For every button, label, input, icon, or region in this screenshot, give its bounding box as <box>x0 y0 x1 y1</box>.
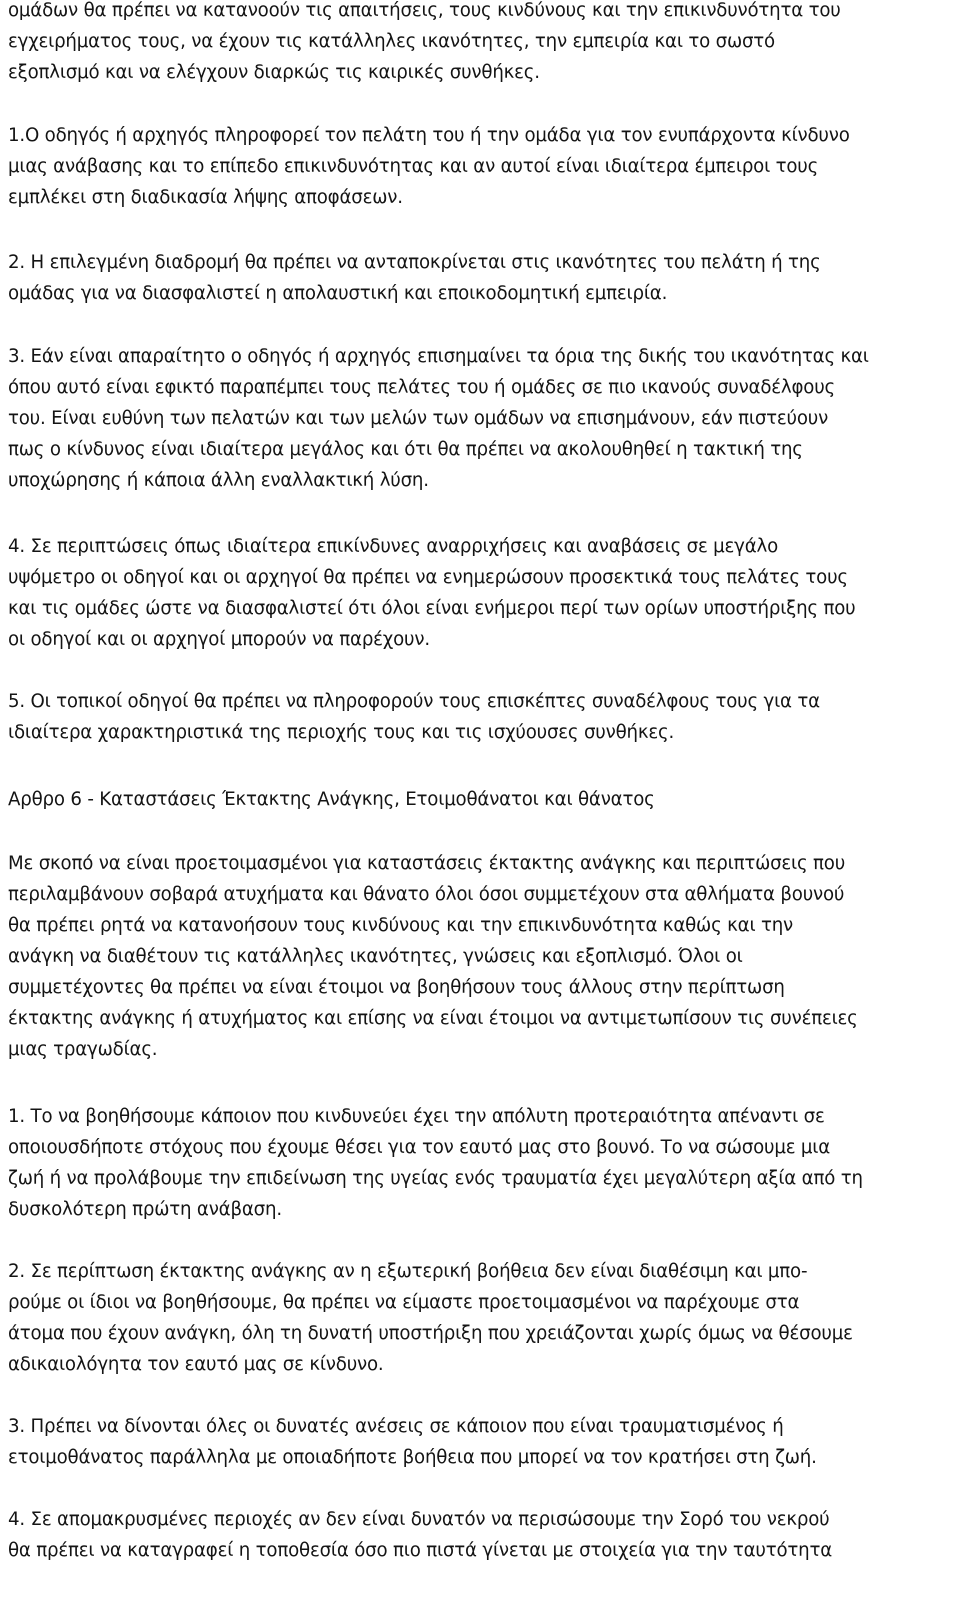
text-line: 1.Ο οδηγός ή αρχηγός πληροφορεί τον πελάτη του ή την ομάδα για τον ενυπάρχοντα κίνδυνο <box>8 125 850 146</box>
text-line: πως ο κίνδυνος είναι ιδιαίτερα μεγάλος και ότι θα πρέπει να ακολουθηθεί η τακτική της <box>8 439 803 460</box>
paragraph-item-2 <box>8 247 952 309</box>
text-line: ανάγκη να διαθέτουν τις κατάλληλες ικανότητες, γνώσεις και εξοπλισμό. Όλοι οι <box>8 946 743 967</box>
text-line: 4. Σε απομακρυσμένες περιοχές αν δεν είναι δυνατόν να περισώσουμε την Σορό του νεκρού <box>8 1509 830 1530</box>
paragraph-article-6-item-4 <box>8 1504 952 1566</box>
text-line: του. Είναι ευθύνη των πελατών και των μελών των ομάδων να επισημάνουν, εάν πιστεύουν <box>8 408 829 429</box>
text-line: μιας τραγωδίας. <box>8 1039 158 1060</box>
text-line: θα πρέπει να καταγραφεί η τοποθεσία όσο πιο πιστά γίνεται με στοιχεία για την ταυτότητα <box>8 1540 833 1561</box>
paragraph-article-6-item-3 <box>8 1411 952 1473</box>
text-line: 2. Η επιλεγμένη διαδρομή θα πρέπει να ανταποκρίνεται στις ικανότητες του πελάτη ή της <box>8 252 821 273</box>
text-line: ζωή ή να προλάβουμε την επιδείνωση της υγείας ενός τραυματία έχει μεγαλύτερη αξία από τη <box>8 1168 863 1189</box>
paragraph-item-5 <box>8 686 952 748</box>
paragraph-article-6-item-1 <box>8 1101 952 1225</box>
paragraph-intro-continuation <box>8 0 952 88</box>
text-line: υποχώρησης ή κάποια άλλη εναλλακτική λύση. <box>8 470 429 491</box>
text-line: θα πρέπει ρητά να κατανοήσουν τους κινδύνους και την επικινδυνότητα καθώς και την <box>8 915 794 936</box>
text-line: μιας ανάβασης και το επίπεδο επικινδυνότητας και αν αυτοί είναι ιδιαίτερα έμπειροι τους <box>8 156 819 177</box>
text-line: εγχειρήματος τους, να έχουν τις κατάλληλες ικανότητες, την εμπειρία και το σωστό <box>8 31 775 52</box>
text-line: ιδιαίτερα χαρακτηριστικά της περιοχής τους και τις ισχύουσες συνθήκες. <box>8 722 675 743</box>
text-line: εμπλέκει στη διαδικασία λήψης αποφάσεων. <box>8 187 403 208</box>
text-line: οι οδηγοί και οι αρχηγοί μπορούν να παρέχουν. <box>8 629 430 650</box>
text-line: 5. Οι τοπικοί οδηγοί θα πρέπει να πληροφορούν τους επισκέπτες συναδέλφους τους για τα <box>8 691 820 712</box>
paragraph-item-4 <box>8 531 952 655</box>
text-line: ομάδων θα πρέπει να κατανοούν τις απαιτήσεις, τους κινδύνους και την επικινδυνότητα του <box>8 0 841 21</box>
text-line: έκτακτης ανάγκης ή ατυχήματος και επίσης να είναι έτοιμοι να αντιμετωπίσουν τις συνέπειες <box>8 1008 858 1029</box>
section-heading: Αρθρο 6 - Καταστάσεις Έκτακτης Ανάγκης, Ετοιμοθάνατοι και θάνατος <box>8 789 655 810</box>
text-line: 1. Το να βοηθήσουμε κάποιον που κινδυνεύει έχει την απόλυτη προτεραιότητα απέναντι σε <box>8 1106 825 1127</box>
text-line: και τις ομάδες ώστε να διασφαλιστεί ότι όλοι είναι ενήμεροι περί των ορίων υποστήριξης που <box>8 598 856 619</box>
article-6-heading <box>8 784 952 815</box>
text-line: ρούμε οι ίδιοι να βοηθήσουμε, θα πρέπει να είμαστε προετοιμασμένοι να παρέχουμε στα <box>8 1292 800 1313</box>
text-line: Με σκοπό να είναι προετοιμασμένοι για καταστάσεις έκτακτης ανάγκης και περιπτώσεις που <box>8 853 846 874</box>
paragraph-article-6-item-2 <box>8 1256 952 1380</box>
text-line: όπου αυτό είναι εφικτό παραπέμπει τους πελάτες του ή ομάδες σε πιο ικανούς συναδέλφους <box>8 377 835 398</box>
text-line: δυσκολότερη πρώτη ανάβαση. <box>8 1199 282 1220</box>
paragraph-item-3 <box>8 341 952 496</box>
text-line: ομάδας για να διασφαλιστεί η απολαυστική και εποικοδομητική εμπειρία. <box>8 283 668 304</box>
paragraph-article-6-intro <box>8 848 952 1065</box>
text-line: περιλαμβάνουν σοβαρά ατυχήματα και θάνατο όλοι όσοι συμμετέχουν στα αθλήματα βουνού <box>8 884 845 905</box>
text-line: 3. Πρέπει να δίνονται όλες οι δυνατές ανέσεις σε κάποιον που είναι τραυματισμένος ή <box>8 1416 784 1437</box>
text-line: οποιουσδήποτε στόχους που έχουμε θέσει για τον εαυτό μας στο βουνό. Το να σώσουμε μια <box>8 1137 831 1158</box>
text-line: εξοπλισμό και να ελέγχουν διαρκώς τις καιρικές συνθήκες. <box>8 62 540 83</box>
text-line: υψόμετρο οι οδηγοί και οι αρχηγοί θα πρέπει να ενημερώσουν προσεκτικά τους πελάτες τους <box>8 567 848 588</box>
paragraph-item-1 <box>8 120 952 213</box>
text-line: 2. Σε περίπτωση έκτακτης ανάγκης αν η εξωτερική βοήθεια δεν είναι διαθέσιμη και μπο- <box>8 1261 808 1282</box>
text-line: ετοιμοθάνατος παράλληλα με οποιαδήποτε βοήθεια που μπορεί να τον κρατήσει στη ζωή. <box>8 1447 817 1468</box>
text-line: 4. Σε περιπτώσεις όπως ιδιαίτερα επικίνδυνες αναρριχήσεις και αναβάσεις σε μεγάλο <box>8 536 779 557</box>
text-line: αδικαιολόγητα τον εαυτό μας σε κίνδυνο. <box>8 1354 384 1375</box>
text-line: συμμετέχοντες θα πρέπει να είναι έτοιμοι να βοηθήσουν τους άλλους στην περίπτωση <box>8 977 785 998</box>
text-line: 3. Εάν είναι απαραίτητο ο οδηγός ή αρχηγός επισημαίνει τα όρια της δικής του ικανότητας και <box>8 346 869 367</box>
text-line: άτομα που έχουν ανάγκη, όλη τη δυνατή υποστήριξη που χρειάζονται χωρίς όμως να θέσουμε <box>8 1323 853 1344</box>
